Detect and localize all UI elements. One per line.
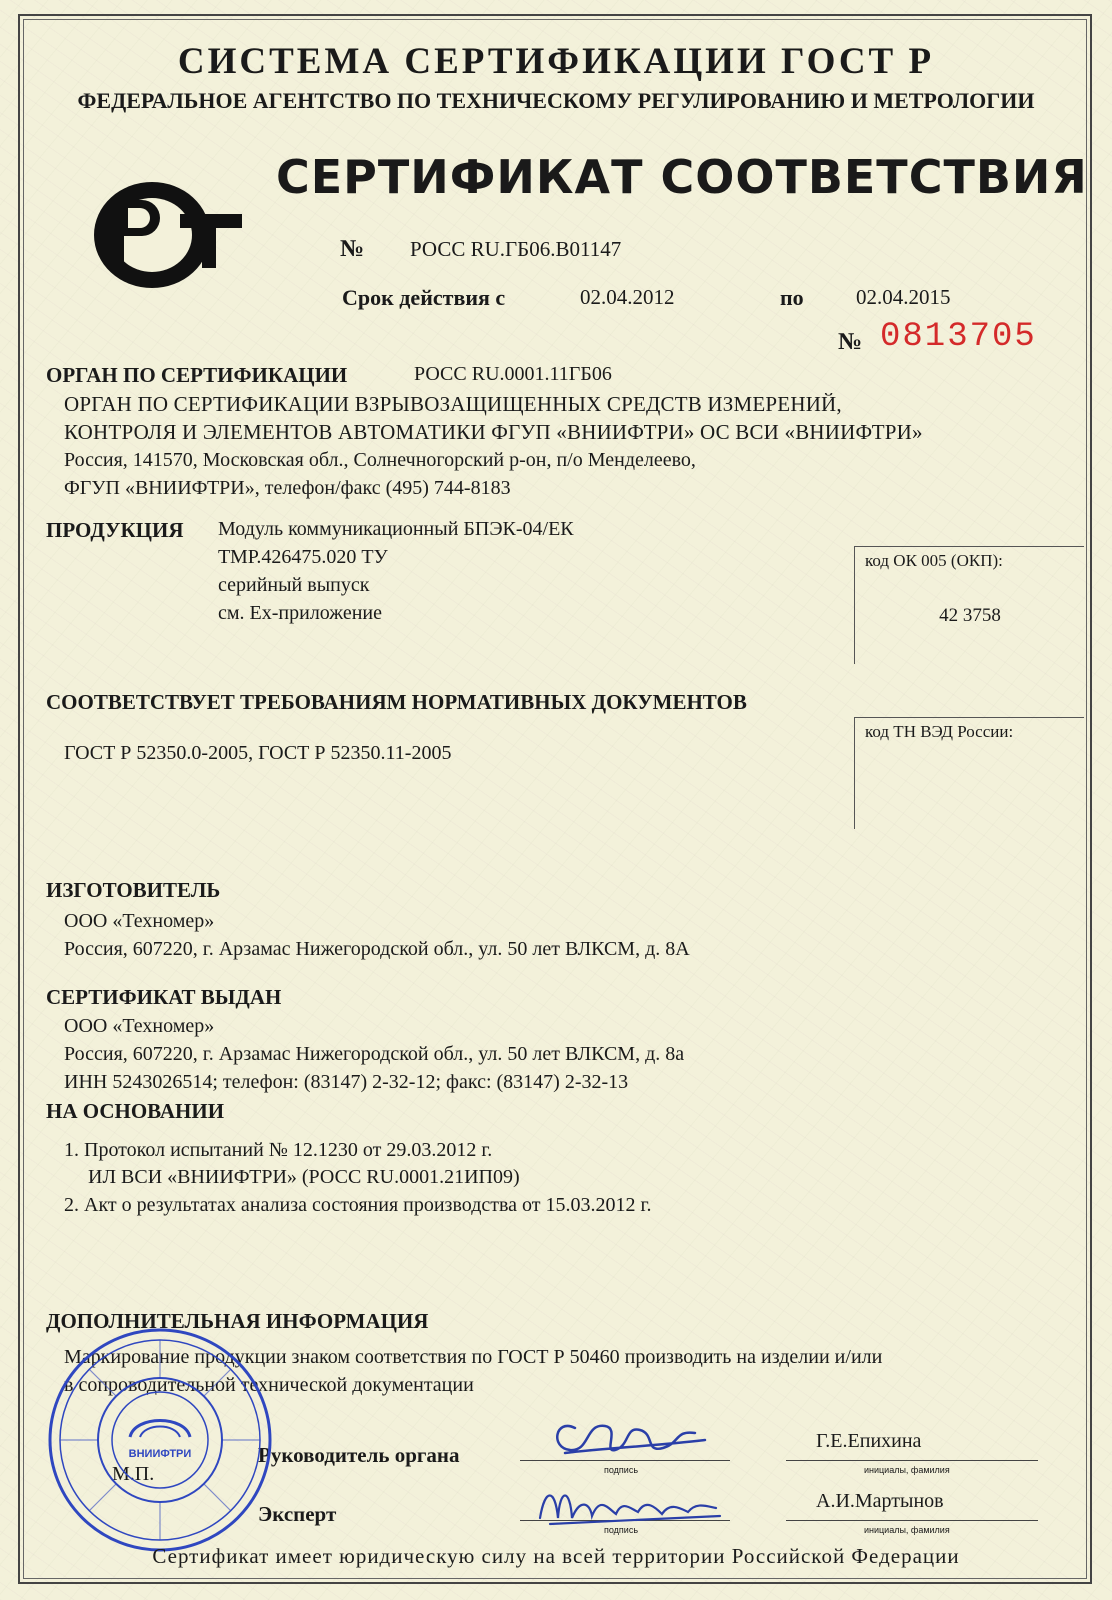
head-signature-caption: подпись bbox=[604, 1465, 639, 1475]
body-line: ФГУП «ВНИИФТРИ», телефон/факс (495) 744-8183 bbox=[64, 477, 511, 499]
body-line: КОНТРОЛЯ И ЭЛЕМЕНТОВ АВТОМАТИКИ ФГУП «ВНИИФТРИ» ОС ВСИ «ВНИИФТРИ» bbox=[64, 420, 923, 444]
okp-value: 42 3758 bbox=[939, 605, 1001, 626]
conformity-label: СООТВЕТСТВУЕТ ТРЕБОВАНИЯМ НОРМАТИВНЫХ ДОКУМЕНТОВ bbox=[46, 690, 747, 714]
serial-label: № bbox=[838, 329, 863, 355]
basis-line: 2. Акт о результатах анализа состояния производства от 15.03.2012 г. bbox=[64, 1194, 652, 1216]
agency-name: ФЕДЕРАЛЬНОЕ АГЕНТСТВО ПО ТЕХНИЧЕСКОМУ РЕГУЛИРОВАНИЮ И МЕТРОЛОГИИ bbox=[77, 88, 1035, 113]
validity-label: Срок действия с bbox=[342, 285, 506, 310]
issued-to-line: ИНН 5243026514; телефон: (83147) 2-32-12; факс: (83147) 2-32-13 bbox=[64, 1071, 629, 1093]
mp-label: М.П. bbox=[112, 1463, 155, 1485]
okp-code-box bbox=[854, 546, 1084, 664]
product-line: ТМР.426475.020 ТУ bbox=[218, 546, 388, 568]
expert-name-line bbox=[786, 1520, 1038, 1521]
tnved-label: код ТН ВЭД России: bbox=[865, 722, 1014, 741]
product-line: серийный выпуск bbox=[218, 574, 370, 596]
standards: ГОСТ Р 52350.0-2005, ГОСТ Р 52350.11-2005 bbox=[64, 742, 452, 764]
okp-label: код ОК 005 (ОКП): bbox=[865, 551, 1003, 570]
body-label: ОРГАН ПО СЕРТИФИКАЦИИ bbox=[46, 363, 348, 387]
expert-name-caption: инициалы, фамилия bbox=[864, 1525, 950, 1535]
expert-name: А.И.Мартынов bbox=[816, 1490, 944, 1512]
organization-stamp bbox=[45, 1325, 275, 1555]
head-label: Руководитель органа bbox=[258, 1443, 460, 1467]
product-label: ПРОДУКЦИЯ bbox=[46, 518, 184, 542]
certificate-title: СЕРТИФИКАТ СООТВЕТСТВИЯ bbox=[276, 150, 1088, 204]
basis-line: ИЛ ВСИ «ВНИИФТРИ» (РОСС RU.0001.21ИП09) bbox=[88, 1166, 520, 1188]
rst-logo-icon bbox=[92, 180, 242, 290]
body-line: ОРГАН ПО СЕРТИФИКАЦИИ ВЗРЫВОЗАЩИЩЕННЫХ СРЕДСТВ ИЗМЕРЕНИЙ, bbox=[64, 392, 842, 416]
valid-from: 02.04.2012 bbox=[580, 285, 675, 309]
manufacturer-label: ИЗГОТОВИТЕЛЬ bbox=[46, 878, 221, 902]
expert-label: Эксперт bbox=[258, 1502, 337, 1526]
additional-line: в сопроводительной технической документации bbox=[64, 1374, 474, 1396]
head-name: Г.Е.Епихина bbox=[816, 1430, 922, 1452]
to-label: по bbox=[780, 285, 804, 310]
expert-signature bbox=[530, 1478, 740, 1536]
tnved-code-box bbox=[854, 717, 1084, 829]
stamp-center-text: ВНИИФТРИ bbox=[128, 1448, 192, 1460]
body-line: Россия, 141570, Московская обл., Солнечногорский р-он, п/о Менделеево, bbox=[64, 449, 696, 471]
expert-signature-caption: подпись bbox=[604, 1525, 639, 1535]
manufacturer-line: Россия, 607220, г. Арзамас Нижегородской обл., ул. 50 лет ВЛКСМ, д. 8А bbox=[64, 938, 690, 960]
head-name-caption: инициалы, фамилия bbox=[864, 1465, 950, 1475]
system-title: СИСТЕМА СЕРТИФИКАЦИИ ГОСТ Р bbox=[177, 41, 935, 82]
serial-number: 0813705 bbox=[880, 318, 1037, 356]
head-name-line bbox=[786, 1460, 1038, 1461]
certificate-number: РОСС RU.ГБ06.В01147 bbox=[410, 237, 622, 261]
basis-line: 1. Протокол испытаний № 12.1230 от 29.03.2012 г. bbox=[64, 1139, 493, 1161]
head-signature bbox=[545, 1408, 715, 1468]
valid-to: 02.04.2015 bbox=[856, 285, 951, 309]
additional-label: ДОПОЛНИТЕЛЬНАЯ ИНФОРМАЦИЯ bbox=[46, 1309, 429, 1333]
product-line: Модуль коммуникационный БПЭК-04/ЕК bbox=[218, 518, 574, 540]
number-label: № bbox=[340, 236, 365, 262]
manufacturer-line: ООО «Техномер» bbox=[64, 910, 215, 932]
additional-line: Маркирование продукции знаком соответствия по ГОСТ Р 50460 производить на изделии и/или bbox=[64, 1346, 883, 1368]
footer-text: Сертификат имеет юридическую силу на всей территории Российской Федерации bbox=[152, 1544, 960, 1568]
issued-to-line: Россия, 607220, г. Арзамас Нижегородской обл., ул. 50 лет ВЛКСМ, д. 8а bbox=[64, 1043, 685, 1065]
product-line: см. Ех-приложение bbox=[218, 602, 383, 624]
issued-to-line: ООО «Техномер» bbox=[64, 1015, 215, 1037]
issued-to-label: СЕРТИФИКАТ ВЫДАН bbox=[46, 985, 282, 1009]
body-code: РОСС RU.0001.11ГБ06 bbox=[414, 363, 612, 385]
basis-label: НА ОСНОВАНИИ bbox=[46, 1099, 225, 1123]
